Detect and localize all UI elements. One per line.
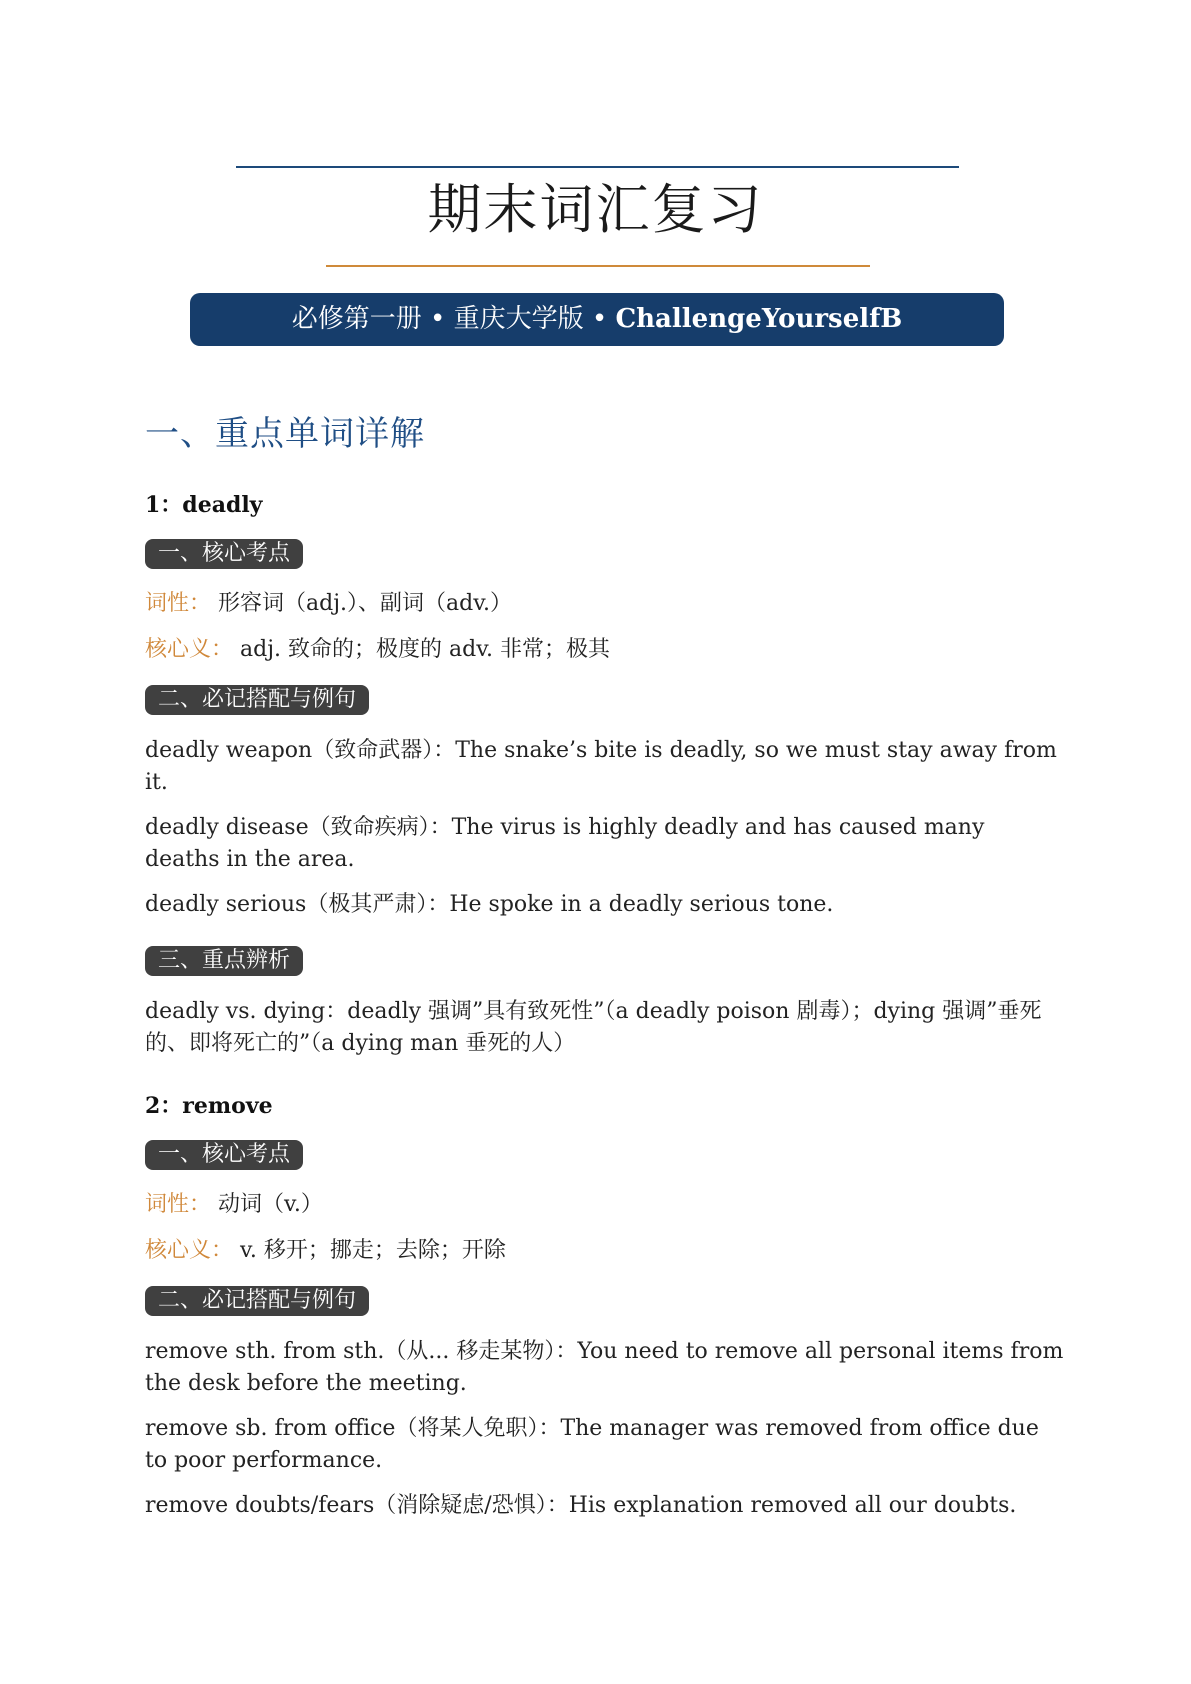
- meaning-value: v. 移开；挪走；去除；开除: [233, 1238, 506, 1263]
- pos-label: 词性：: [145, 1192, 212, 1217]
- banner-chinese-text: 必修第一册 • 重庆大学版 •: [291, 304, 616, 334]
- word-entry-remove: [145, 1091, 1065, 1522]
- pos-value: 形容词（adj.）、副词（adv.）: [211, 591, 513, 616]
- core-meaning: [145, 635, 1065, 665]
- word-title: 2：remove: [145, 1093, 273, 1119]
- tag-core-points: 一、核心考点: [145, 1140, 303, 1170]
- page-title: 期末词汇复习: [427, 178, 764, 241]
- example-sentence: deadly weapon（致命武器）：The snake’s bite is deadly, so we must stay away from it.: [145, 738, 1057, 795]
- part-of-speech: [145, 589, 1065, 619]
- analysis-text: deadly vs. dying：deadly 强调”具有致死性”（a deadly poison 剧毒）；dying 强调”垂死的、即将死亡的”（a dying man 垂死的人）: [145, 999, 1042, 1056]
- meaning-value: adj. 致命的；极度的 adv. 非常；极其: [233, 637, 611, 662]
- part-of-speech: [145, 1190, 1065, 1220]
- example-sentence: deadly serious（极其严肃）：He spoke in a deadly serious tone.: [145, 892, 834, 917]
- example-sentence: remove doubts/fears（消除疑虑/恐惧）：His explanation removed all our doubts.: [145, 1493, 1017, 1518]
- pos-value: 动词（v.）: [211, 1192, 323, 1217]
- tag-collocations: 二、必记搭配与例句: [145, 685, 369, 715]
- meaning-label: 核心义：: [145, 1238, 234, 1263]
- tag-collocations: 二、必记搭配与例句: [145, 1286, 369, 1316]
- example-sentence: deadly disease（致命疾病）：The virus is highly deadly and has caused many deaths in the area.: [145, 815, 985, 872]
- example-sentence: remove sth. from sth.（从... 移走某物）：You need to remove all personal items from the desk before the meeting.: [145, 1339, 1064, 1396]
- core-meaning: [145, 1236, 1065, 1266]
- title-bottom-rule: [326, 265, 870, 267]
- tag-analysis: 三、重点辨析: [145, 946, 303, 976]
- word-title: 1：deadly: [145, 492, 263, 518]
- tag-core-points: 一、核心考点: [145, 539, 303, 569]
- subtitle-banner: [190, 293, 1004, 346]
- title-top-rule: [236, 166, 959, 168]
- section-heading: 一、重点单词详解: [145, 414, 425, 454]
- word-entry-deadly: [145, 490, 1065, 1060]
- example-sentence: remove sb. from office（将某人免职）：The manager was removed from office due to poor performance.: [145, 1416, 1039, 1473]
- meaning-label: 核心义：: [145, 637, 234, 662]
- content-body: [145, 404, 1065, 1535]
- pos-label: 词性：: [145, 591, 212, 616]
- banner-english-text: ChallengeYourselfB: [615, 304, 903, 334]
